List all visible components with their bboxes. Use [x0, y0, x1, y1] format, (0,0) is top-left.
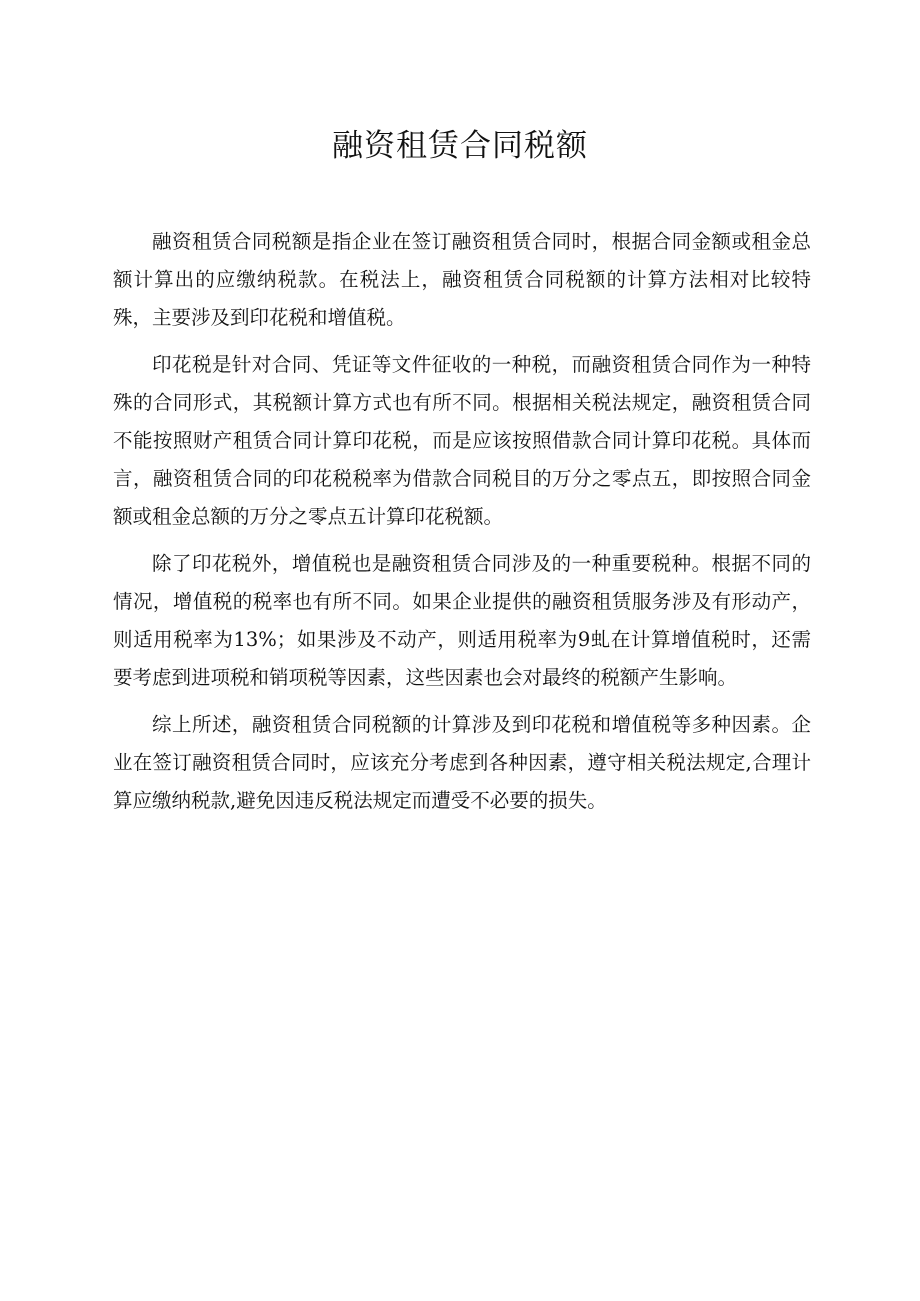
- document-body: [113, 223, 811, 829]
- paragraph-summary: 综上所述，融资租赁合同税额的计算涉及到印花税和增值税等多种因素。企业在签订融资租赁合同时，应该充分考虑到各种因素，遵守相关税法规定,合理计算应缴纳税款,避免因违反税法规定而遭受不必要的损失。: [113, 713, 811, 812]
- paragraph-stamp-duty: 印花税是针对合同、凭证等文件征收的一种税，而融资租赁合同作为一种特殊的合同形式，其税额计算方式也有所不同。根据相关税法规定，融资租赁合同不能按照财产租赁合同计算印花税，而是应该按照借款合同计算印花税。具体而言，融资租赁合同的印花税税率为借款合同税目的万分之零点五，即按照合同金额或租金总额的万分之零点五计算印花税额。: [113, 353, 811, 528]
- paragraph-vat: 除了印花税外，增值税也是融资租赁合同涉及的一种重要税种。根据不同的情况，增值税的税率也有所不同。如果企业提供的融资租赁服务涉及有形动产，则适用税率为13%；如果涉及不动产，则适用税率为9虬在计算增值税时，还需要考虑到进项税和销项税等因素，这些因素也会对最终的税额产生影响。: [113, 552, 811, 689]
- paragraph-definition: 融资租赁合同税额是指企业在签订融资租赁合同时，根据合同金额或租金总额计算出的应缴纳税款。在税法上，融资租赁合同税额的计算方法相对比较特殊，主要涉及到印花税和增值税。: [113, 230, 811, 329]
- document-title: 融资租赁合同税额: [332, 128, 588, 164]
